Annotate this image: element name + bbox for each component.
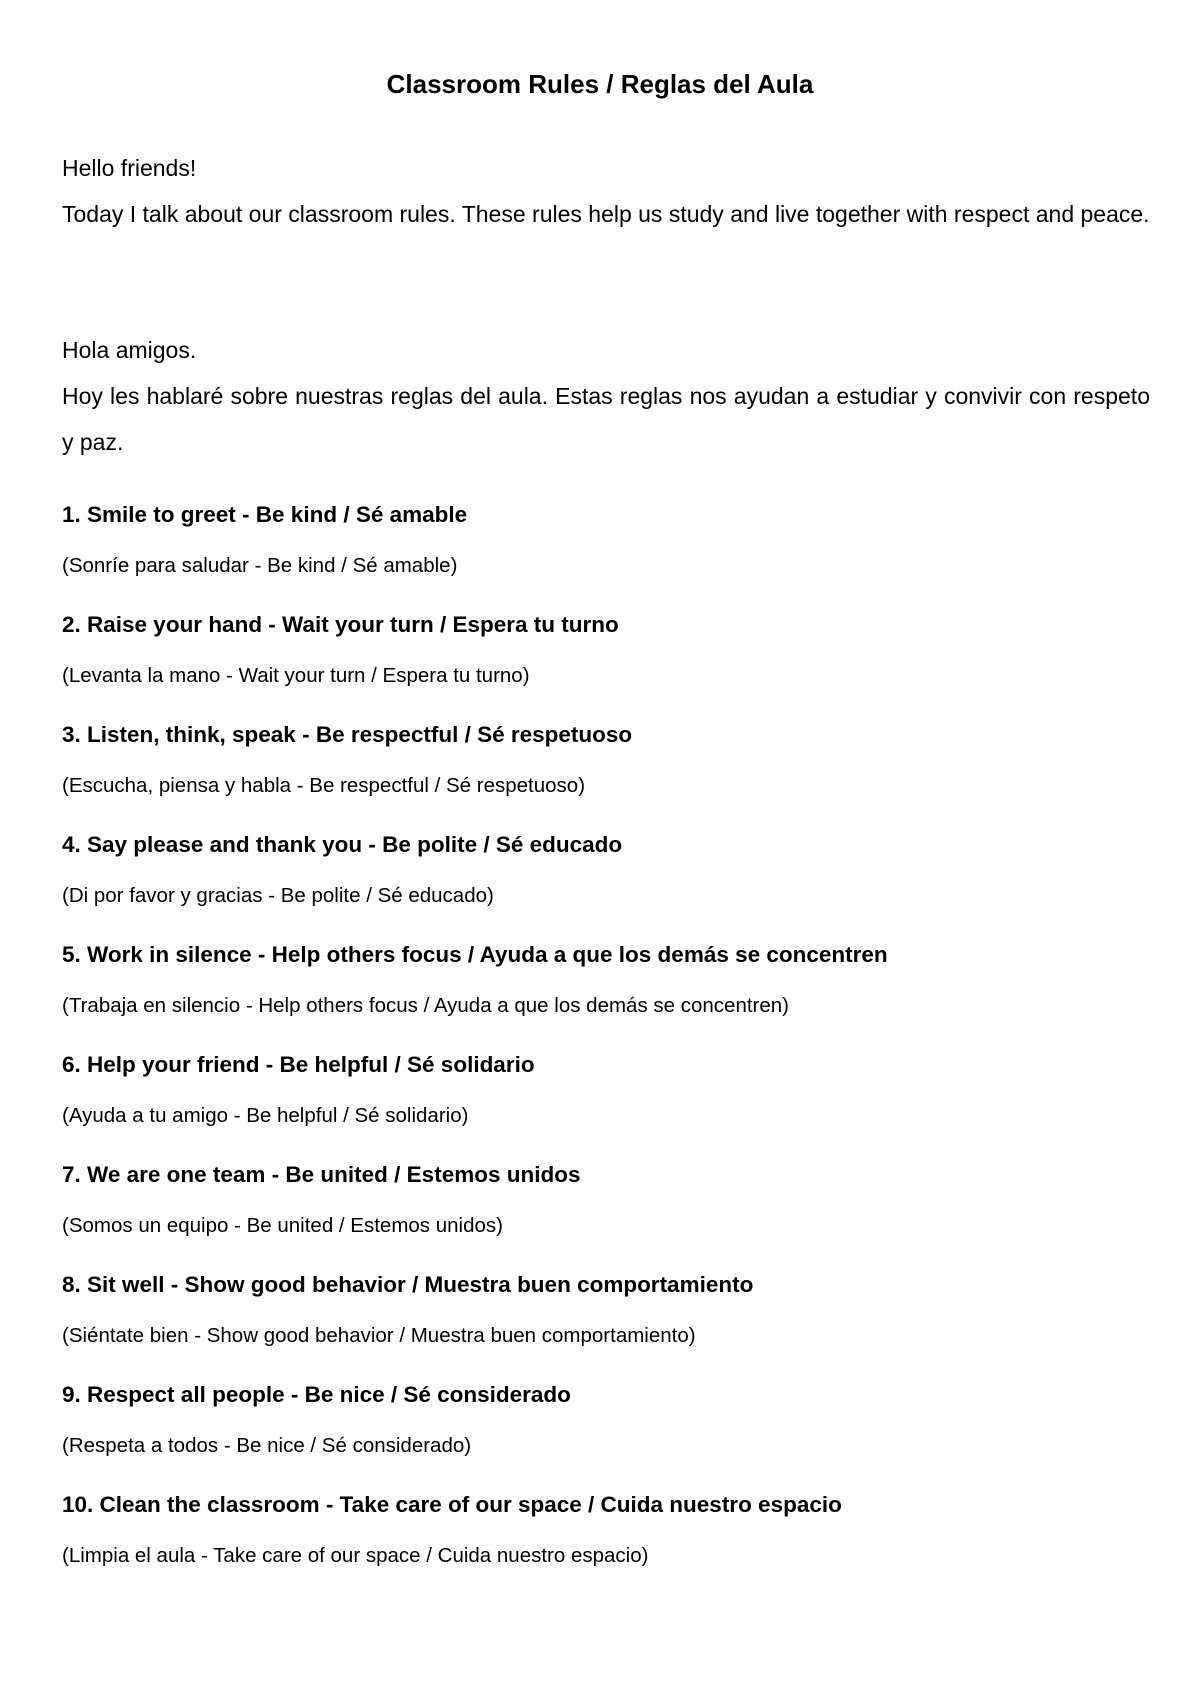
rules-list — [62, 500, 1150, 1600]
rule-item — [62, 610, 1150, 720]
intro-english-body: Today I talk about our classroom rules. These rules help us study and live together with respect and peace. — [62, 201, 1150, 227]
rule-translation: (Di por favor y gracias - Be polite / Sé educado) — [62, 884, 494, 907]
rule-translation: (Respeta a todos - Be nice / Sé considerado) — [62, 1434, 472, 1457]
intro-spanish-body: Hoy les hablaré sobre nuestras reglas del aula. Estas reglas nos ayudan a estudiar y convivir con respeto y paz. — [62, 383, 1150, 455]
rule-title: 2. Raise your hand - Wait your turn / Espera tu turno — [62, 612, 619, 637]
rule-item — [62, 1490, 1150, 1600]
rule-translation: (Escucha, piensa y habla - Be respectful / Sé respetuoso) — [62, 774, 586, 797]
rule-title: 5. Work in silence - Help others focus / Ayuda a que los demás se concentren — [62, 942, 888, 967]
rule-translation: (Sonríe para saludar - Be kind / Sé amable) — [62, 554, 458, 577]
rule-item — [62, 500, 1150, 610]
page-title: Classroom Rules / Reglas del Aula — [386, 69, 814, 99]
intro-spanish-greeting: Hola amigos. — [62, 337, 197, 363]
rule-item — [62, 1270, 1150, 1380]
rule-title: 7. We are one team - Be united / Estemos unidos — [62, 1162, 581, 1187]
rule-title: 3. Listen, think, speak - Be respectful / Sé respetuoso — [62, 722, 633, 747]
rule-title: 1. Smile to greet - Be kind / Sé amable — [62, 502, 468, 527]
intro-english — [62, 145, 1150, 237]
rule-title: 6. Help your friend - Be helpful / Sé solidario — [62, 1052, 535, 1077]
rule-translation: (Ayuda a tu amigo - Be helpful / Sé solidario) — [62, 1104, 469, 1127]
rule-translation: (Siéntate bien - Show good behavior / Muestra buen comportamiento) — [62, 1324, 696, 1347]
rule-item — [62, 1160, 1150, 1270]
rule-translation: (Trabaja en silencio - Help others focus / Ayuda a que los demás se concentren) — [62, 994, 790, 1017]
rule-item — [62, 830, 1150, 940]
rule-item — [62, 1380, 1150, 1490]
intro-english-greeting: Hello friends! — [62, 155, 197, 181]
rule-translation: (Somos un equipo - Be united / Estemos unidos) — [62, 1214, 503, 1237]
rule-item — [62, 1050, 1150, 1160]
rule-title: 10. Clean the classroom - Take care of our space / Cuida nuestro espacio — [62, 1492, 842, 1517]
rule-title: 9. Respect all people - Be nice / Sé considerado — [62, 1382, 571, 1407]
rule-title: 4. Say please and thank you - Be polite / Sé educado — [62, 832, 623, 857]
rule-title: 8. Sit well - Show good behavior / Muestra buen comportamiento — [62, 1272, 754, 1297]
intro-spanish — [62, 327, 1150, 465]
rule-translation: (Levanta la mano - Wait your turn / Espera tu turno) — [62, 664, 530, 687]
rule-item — [62, 720, 1150, 830]
rule-translation: (Limpia el aula - Take care of our space / Cuida nuestro espacio) — [62, 1544, 649, 1567]
rule-item — [62, 940, 1150, 1050]
